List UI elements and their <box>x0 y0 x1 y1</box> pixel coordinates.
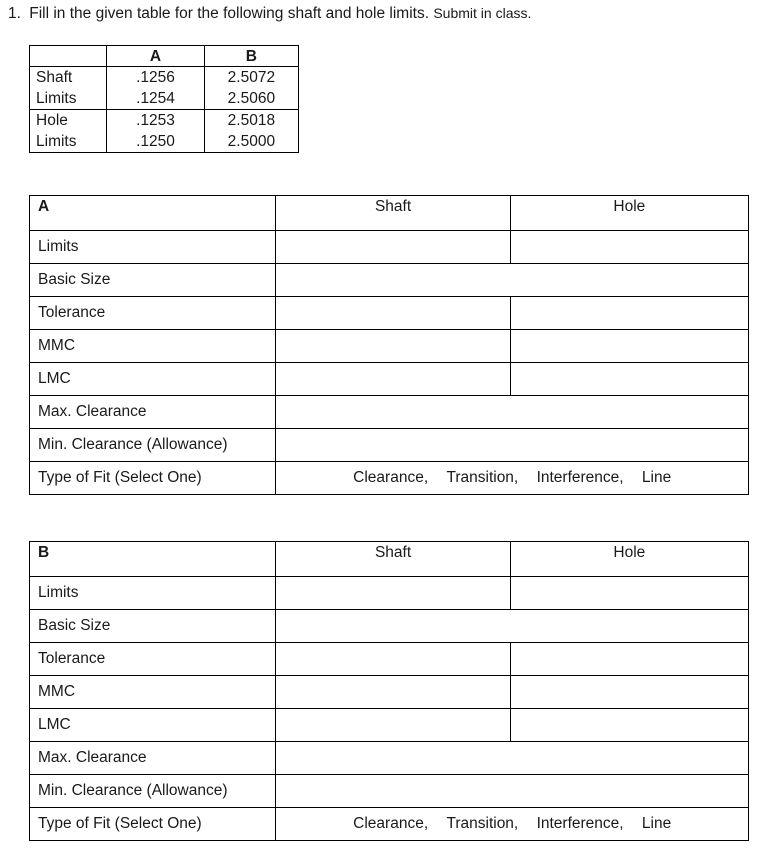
table-b-mmc-shaft-cell[interactable] <box>276 676 510 709</box>
table-a-max-clearance-cell[interactable] <box>276 396 749 429</box>
table-b-max-clearance-cell[interactable] <box>276 742 749 775</box>
table-b-row-tolerance: Tolerance <box>30 643 276 676</box>
table-a-tolerance-shaft-cell[interactable] <box>276 297 510 330</box>
table-a-row-max-clearance: Max. Clearance <box>30 396 276 429</box>
table-a-title: A <box>30 196 276 231</box>
table-a-min-clearance-cell[interactable] <box>276 429 749 462</box>
table-a-hole-header: Hole <box>510 196 748 231</box>
table-b-row-max-clearance: Max. Clearance <box>30 742 276 775</box>
table-a-basic-size-cell[interactable] <box>276 264 749 297</box>
table-b-limits-hole-cell[interactable] <box>510 577 748 610</box>
table-a-tolerance-hole-cell[interactable] <box>510 297 748 330</box>
table-b-basic-size-cell[interactable] <box>276 610 749 643</box>
hole-a-max: .1253 <box>107 110 205 132</box>
table-a-row-lmc: LMC <box>30 363 276 396</box>
table-a-limits-hole-cell[interactable] <box>510 231 748 264</box>
shaft-a-max: .1256 <box>107 67 205 89</box>
limits-header-a: A <box>107 46 205 67</box>
table-b-row-type-of-fit: Type of Fit (Select One) <box>30 808 276 841</box>
hole-a-min: .1250 <box>107 131 205 153</box>
table-b-lmc-hole-cell[interactable] <box>510 709 748 742</box>
table-b-lmc-shaft-cell[interactable] <box>276 709 510 742</box>
table-b-limits-shaft-cell[interactable] <box>276 577 510 610</box>
shaft-label: Shaft <box>30 67 107 89</box>
hole-limits-label: Limits <box>30 131 107 153</box>
shaft-a-min: .1254 <box>107 88 205 110</box>
table-a-lmc-hole-cell[interactable] <box>510 363 748 396</box>
table-a-row-limits: Limits <box>30 231 276 264</box>
table-b-row-limits: Limits <box>30 577 276 610</box>
table-a-shaft-header: Shaft <box>276 196 510 231</box>
table-a-fit-interference[interactable]: Interference, <box>536 469 624 486</box>
shaft-b-max: 2.5072 <box>204 67 298 89</box>
table-a-row-min-clearance: Min. Clearance (Allowance) <box>30 429 276 462</box>
question-prompt: Fill in the given table for the following shaft and hole limits. <box>29 5 430 22</box>
table-b-row-lmc: LMC <box>30 709 276 742</box>
table-a-mmc-hole-cell[interactable] <box>510 330 748 363</box>
hole-b-max: 2.5018 <box>204 110 298 132</box>
table-a-fit-line[interactable]: Line <box>641 469 672 486</box>
hole-label: Hole <box>30 110 107 132</box>
table-a-lmc-shaft-cell[interactable] <box>276 363 510 396</box>
table-b-fit-line[interactable]: Line <box>641 815 672 832</box>
table-a-row-tolerance: Tolerance <box>30 297 276 330</box>
table-a-row-mmc: MMC <box>30 330 276 363</box>
table-a-limits-shaft-cell[interactable] <box>276 231 510 264</box>
table-b-fit-interference[interactable]: Interference, <box>536 815 624 832</box>
limits-header-blank <box>30 46 107 67</box>
table-b-fit-transition[interactable]: Transition, <box>446 815 519 832</box>
table-b-row-basic-size: Basic Size <box>30 610 276 643</box>
table-a-fit-options <box>276 462 749 495</box>
limits-header-b: B <box>204 46 298 67</box>
work-table-a <box>29 195 749 495</box>
question-text <box>8 5 531 23</box>
table-b-title: B <box>30 542 276 577</box>
shaft-limits-label: Limits <box>30 88 107 110</box>
question-note: Submit in class. <box>433 5 532 21</box>
table-a-row-type-of-fit: Type of Fit (Select One) <box>30 462 276 495</box>
table-a-fit-transition[interactable]: Transition, <box>446 469 519 486</box>
table-a-mmc-shaft-cell[interactable] <box>276 330 510 363</box>
table-b-fit-options <box>276 808 749 841</box>
table-b-tolerance-hole-cell[interactable] <box>510 643 748 676</box>
hole-b-min: 2.5000 <box>204 131 298 153</box>
shaft-b-min: 2.5060 <box>204 88 298 110</box>
table-b-row-mmc: MMC <box>30 676 276 709</box>
question-number: 1. <box>8 5 21 22</box>
table-b-mmc-hole-cell[interactable] <box>510 676 748 709</box>
table-b-row-min-clearance: Min. Clearance (Allowance) <box>30 775 276 808</box>
work-table-b <box>29 541 749 841</box>
table-b-min-clearance-cell[interactable] <box>276 775 749 808</box>
table-b-shaft-header: Shaft <box>276 542 510 577</box>
limits-table <box>29 45 299 153</box>
table-b-hole-header: Hole <box>510 542 748 577</box>
table-b-fit-clearance[interactable]: Clearance, <box>353 815 429 832</box>
table-a-fit-clearance[interactable]: Clearance, <box>353 469 429 486</box>
table-b-tolerance-shaft-cell[interactable] <box>276 643 510 676</box>
table-a-row-basic-size: Basic Size <box>30 264 276 297</box>
